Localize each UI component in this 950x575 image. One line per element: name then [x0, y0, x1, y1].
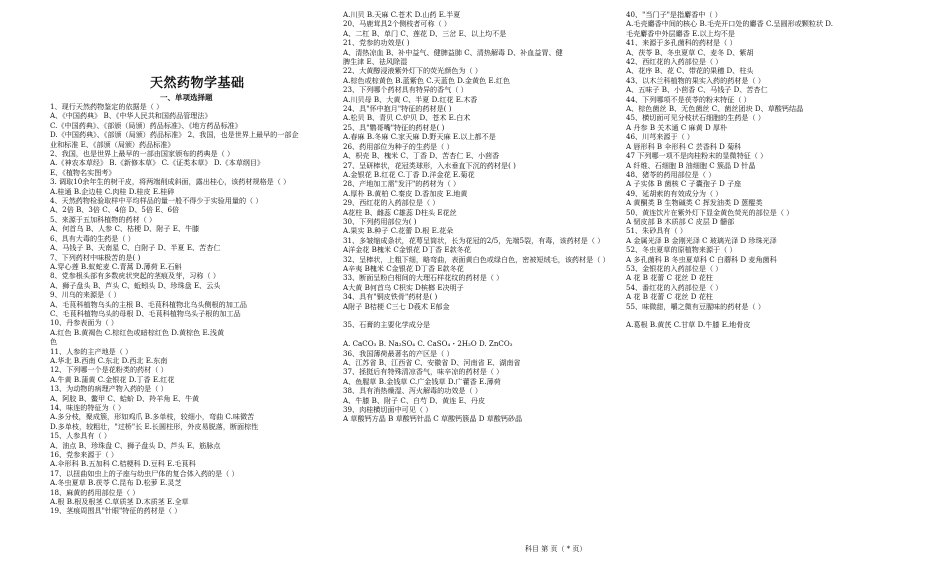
question-line: A 纤维、石细胞 B 油细胞 C 簇晶 D 针晶	[626, 160, 756, 170]
question-line: 19、茎痕周围具"针眼"特征的药材是（ ）	[50, 506, 182, 516]
question-line: 27、呈研棒状，花冠类球形，入水垂直下沉的药材是( )	[343, 160, 516, 170]
question-line: A、鱼腥草 B.金钱草 C.广金钱草 D.广藿香 E.薄荷	[343, 376, 501, 386]
question-line: 55、味微甜，嚼之微有豆腥味的药材是（ ）	[626, 301, 765, 311]
question-line: 48、猪苓的药用部位是（ ）	[626, 169, 716, 179]
question-line: 3. 调取10余年生的树干皮，将两端削成斜面，露出桂心，该药材规格是（ ）	[50, 177, 291, 187]
question-line: A.根 B.根及根茎 C.草质茎 D.木质茎 E.全草	[50, 497, 189, 507]
question-line: 6、具有大毒的生药是（ ）	[50, 233, 135, 243]
question-line: A大黄 B何首乌 C枳实 D槟榔 E决明子	[343, 282, 464, 292]
question-line: 毛壳麝香中外层麝香 E.以上均不是	[626, 28, 735, 38]
question-line: A、江苏省 B、江西省 C、安徽省 D、河南省 E、湖南省	[343, 358, 521, 368]
question-line: A 丹参 B 关木通 C 麻黄 D 厚朴	[626, 122, 728, 132]
question-line: 28、产地加工需"发汗"的药材为（ ）	[343, 179, 461, 189]
question-line: 25、具"鹦哥嘴"特征的药材是( )	[343, 122, 445, 132]
question-line: 54、番红花的入药部位是（ ）	[626, 282, 723, 292]
question-line: 26、药用部位为种子的生药是（ ）	[343, 141, 454, 151]
question-line: 23、下列哪个药材具有特异的香气（ ）	[343, 85, 468, 95]
question-line: A.穿心莲 B.蚁蛇麦 C.青蒿 D.薄荷 E.石斛	[50, 261, 182, 271]
question-line: 35、石膏的主要化学成分是	[343, 320, 431, 330]
question-line: 1、现行天然药物鉴定的依据是（ ）	[50, 102, 164, 111]
question-line: 34、具有"铜皮铁骨"药材是( )	[343, 292, 438, 302]
question-line: 39、肉桂横切面中可见（ ）	[343, 405, 433, 415]
question-line: A 金属光泽 B 金刚光泽 C 玻璃光泽 D 珍珠光泽	[626, 235, 777, 245]
question-line: 41、来源于多孔菌科的药材是（ ）	[626, 38, 737, 48]
question-line: A 多孔菌科 B 冬虫夏草科 C 白蘑科 D 麦角菌科	[626, 254, 777, 264]
question-line: 49、延胡索的有效成分为（ ）	[626, 188, 723, 198]
question-line: 44、下列哪项不是茯苓的粉末特征（ ）	[626, 94, 751, 104]
question-line: 14、味连的特征为（ ）	[50, 403, 126, 412]
question-line: A、枳壳 B、槐米 C、丁香 D、苦杏仁 E、小茴香	[343, 151, 500, 161]
question-line: A.伞形科 B.五加科 C.桔梗科 D.豆科 E.毛茛科	[50, 459, 196, 469]
question-line: 22、大黄醇浸液紫外灯下的荧光颜色为（ ）	[343, 66, 482, 76]
question-line: A附子 B桔梗 C三七 D莪术 E郁金	[343, 301, 450, 311]
question-line: 37、拯挺后有特殊清凉香气，味辛凉的药材是（ ）	[343, 367, 504, 377]
section-heading: 一、单项选择题	[160, 93, 213, 102]
question-line: 17、以扭曲如虫上的子座与幼虫尸体的复合体入药的是（ ）	[50, 468, 239, 478]
question-line: A、《中国药典》 B、《中华人民共和国药品管理法》	[50, 111, 212, 121]
question-line: 29、西红花的入药部位是（ ）	[343, 198, 440, 208]
question-line: 9、川乌的来源是（ ）	[50, 290, 121, 300]
question-line: C、毛茛科植物乌头的母根 D、毛茛科植物乌头子根的加工品	[50, 308, 241, 318]
question-line: A.华北 B.西南 C.东北 D.西北 E.东南	[50, 355, 168, 365]
question-line	[343, 330, 621, 339]
question-line: A 花 B 花蕾 C 花丝 D 花柱	[626, 292, 713, 302]
question-line: A.桂通 B.企边桂 C.肉桂 D.桂皮 E.桂碎	[50, 186, 175, 196]
question-line: A.金银花 B.红花 C.丁香 D.洋金花 E.菊花	[343, 169, 475, 179]
question-line	[343, 311, 621, 320]
question-line: A 韧皮部 B 木质部 C 皮层 D 髓部	[626, 216, 735, 226]
question-line: A.多分枝，聚成簇，形如鸡爪 B.多单枝，较细小，弯曲 C.味微苦	[50, 412, 255, 422]
question-line: A.《神农本草经》 B.《新修本草》 C.《证类本草》 D.《本草纲目》	[50, 158, 265, 168]
question-line: 46、川芎来源于（ ）	[626, 132, 695, 142]
question-line: 51、朱砂具有（ ）	[626, 226, 687, 236]
question-line	[626, 311, 931, 320]
question-column-1	[50, 102, 340, 516]
question-line: A 子实体 B 菌核 C 子囊孢子 D 子座	[626, 179, 742, 189]
question-line: A. CaCO₃ B. Na₂SO₄ C. CaSO₄・2H₂O D. ZnCO₃	[343, 339, 513, 349]
question-line: 15、人参具有（ ）	[50, 431, 111, 441]
question-line: 10、丹参表面为（ ）	[50, 318, 119, 328]
question-line: 42、西红花的入药部位是（ ）	[626, 57, 723, 67]
question-line: 4、天然药物检验取样中平均样品的量一般不得少于实验用量的（ ）	[50, 196, 263, 206]
question-line: 43、以木兰科植物的果实入药的药材是（ ）	[626, 75, 765, 85]
question-line: 色	[50, 337, 58, 347]
question-line: 32、呈棒状，上粗下细，略弯曲，表面黄白色或绿白色，密被短绒毛，该药材是（ ）	[343, 254, 610, 264]
question-line: 8、党参根头部有多数疣状突起的茎痕及芽，习称（ ）	[50, 271, 220, 281]
question-line: 业和标准 E、《部颁（局颁）药品标准》	[50, 139, 175, 149]
question-line: 20、马鹿茸具2个侧枝者可称（ ）	[343, 19, 452, 29]
question-line: 33、断面呈粉白相间的大理石样花纹的药材是（ ）	[343, 273, 504, 283]
question-line: A.红色 B.黄褐色 C.棕红色或暗棕红色 D.黄棕色 E.浅黄	[50, 327, 225, 337]
question-line: A.葛根 B.黄芪 C.甘草 D.牛膝 E.地骨皮	[626, 320, 751, 330]
question-line: 5、来源于五加科植物的药材（ ）	[50, 214, 157, 224]
question-line: A、花序 B、花 C、带花的果穗 D、柱头	[626, 66, 754, 76]
question-line: A.川贝母 B、大黄 C、半夏 D.红花 E.木香	[343, 94, 478, 104]
question-line: 53、金银花的入药部位是（ ）	[626, 263, 723, 273]
question-line: A、清热凉血 B、补中益气、健脾益肺 C、清热解毒 D、补血益胃、健	[343, 47, 563, 57]
question-line: A、茯苓 B、冬虫夏草 C、麦冬 D、紫胡	[626, 47, 754, 57]
question-line: A洋金花 B槐米 C金银花 D丁香 E款冬花	[343, 245, 471, 255]
question-line: C.《中国药典》、《部颁（局颁）药品标准》、《地方药品标准》	[50, 120, 242, 130]
question-line: 50、黄连饮片在紫外灯下显金黄色荧光的部位是（ ）	[626, 207, 794, 217]
question-line: 24、具"怀中抱月"特征的药材是( )	[343, 104, 452, 114]
question-line: 2、我国，也是世界上最早的一部由国家颁布的药典是（ ）	[50, 149, 235, 159]
question-line: 52、冬虫夏草的原植物来源于（ ）	[626, 245, 737, 255]
question-line: A、何首乌 B、人参 C、枯梗 D、附子 E、牛膝	[50, 224, 200, 234]
question-line: 21、党参的功效是( )	[343, 38, 410, 48]
question-line: A、油点 B、珍珠盘 C、狮子盘头 D、芦头 E、筋脉点	[50, 440, 221, 450]
question-line: A.春麻 B.冬麻 C.家天麻 D.野天麻 E.以上都不是	[343, 132, 496, 142]
question-line: A.厚朴 B.黄柏 C.秦皮 D.香加皮 E.地黄	[343, 188, 468, 198]
exam-title: 天然药物学基础	[150, 76, 245, 91]
question-line: 12、下列哪一个是花粉类的药材（ ）	[50, 365, 168, 375]
question-line: 13、为动物的病理产物入药的是（ ）	[50, 384, 168, 394]
question-line: 38、具有消热燥湿、泻火解毒的功效是（ ）	[343, 386, 482, 396]
question-line: 45、横切面可见分枝状石细胞的生药是（ ）	[626, 113, 765, 123]
question-line: 脾生津 E、祛风除湿	[343, 57, 408, 67]
question-line: 31、多皱缩成条状，花萼呈筒状，长为花冠的2/5，先端5裂，有毒，该药材是（ ）	[343, 235, 605, 245]
question-line: 7、下列药材中味极苦的是( )	[50, 252, 141, 262]
question-line: 11、人参的主产地是（ ）	[50, 346, 133, 356]
question-line: A、毛茛科植物乌头的主根 B、毛茛科植物北乌头侧根的加工品	[50, 299, 248, 309]
question-line: A花柱 B、雌蕊 C雄蕊 D柱头 E花丝	[343, 207, 457, 217]
question-line: 36、我国薄荷最著名的产区是（ ）	[343, 348, 454, 358]
question-line: A.牛黄 B.蒲黄 C.金银花 D.丁香 E.红花	[50, 374, 175, 384]
question-line: A辛夷 B槐米 C金银花 D丁香 E款冬花	[343, 263, 464, 273]
question-line: A、二杠 B、单门 C、莲花 D、三岔 E、以上均不是	[343, 28, 507, 38]
question-column-2	[343, 10, 621, 424]
question-line: A 花 B 花蕾 C 花丝 D 花柱	[626, 273, 713, 283]
question-line: A、牛膝 B、附子 C、白芍 D、黄连 E、丹皮	[343, 395, 486, 405]
question-line: A、2倍 B、3倍 C、4倍 D、5倍 E、6倍	[50, 205, 180, 215]
question-line: A.冬虫夏草 B.茯苓 C.昆布 D.松萝 E.灵芝	[50, 478, 182, 488]
question-line: A、五味子 B、小茴香 C、马钱子 D、苦杏仁	[626, 85, 768, 95]
question-line: A、马钱子 B、天南星 C、白附子 D、半夏 E、苦杏仁	[50, 243, 221, 253]
question-line: 47 下列哪一项不是肉桂粉末的显微特征（ ）	[626, 151, 768, 161]
question-line: D.《中国药典》、《部颁（局颁）药品标准》 2、我国，也是世界上最早的一部企	[50, 130, 299, 140]
question-line: A.毛壳麝香中间的核心 B.毛壳开口处的麝香 C.呈圆形或颗粒状 D.	[626, 19, 833, 29]
question-line: A.松贝 B、青贝 C.炉贝 D、苍术 E.白术	[343, 113, 471, 123]
question-line: 16、党参来源于（ ）	[50, 450, 119, 460]
question-line: A、棕色菌丝 B、无色菌丝 C、菌丝团块 D、草酸钙结晶	[626, 104, 804, 114]
question-line: A.川贝 B.天麻 C.苍术 D.山药 E.半夏	[343, 10, 461, 19]
question-line: A.果实 B.种子 C.花蕾 D.根 E.花朵	[343, 226, 454, 236]
question-line: A、阿胶 B、鳖甲 C、蛤蚧 D、羚羊角 E、牛黄	[50, 393, 200, 403]
question-line: A、狮子盘头 B、芦头 C、蚯蚓头 D、珍珠盘 E、云头	[50, 280, 221, 290]
question-line: A 黄酮类 B 生物碱类 C 挥发油类 D 蒽醌类	[626, 198, 763, 208]
question-line: E、《植物名实图考》	[50, 167, 116, 177]
question-line: 18、麻黄的药用部位是（ ）	[50, 487, 140, 497]
question-line: 40、"当门子"是指麝香中（ ）	[626, 10, 722, 19]
question-line: D.多单枝，较粗壮，"过桥"长 E.长圆柱形，外皮易脱落，断面棕性	[50, 421, 259, 431]
page-footer: 科目 第 页（ * 页）	[525, 545, 587, 553]
question-line: A.棕色或棕黄色 B.蓝紫色 C.天蓝色 D.金黄色 E.红色	[343, 75, 511, 85]
question-column-3	[626, 10, 931, 330]
question-line: A 草酸钙方晶 B 草酸钙针晶 C 草酸钙簇晶 D 草酸钙砂晶	[343, 414, 523, 424]
question-line: A 唇形科 B 伞形科 C 芸香科 D 菊科	[626, 141, 742, 151]
question-line: 30、下列药用部位为( )	[343, 216, 417, 226]
